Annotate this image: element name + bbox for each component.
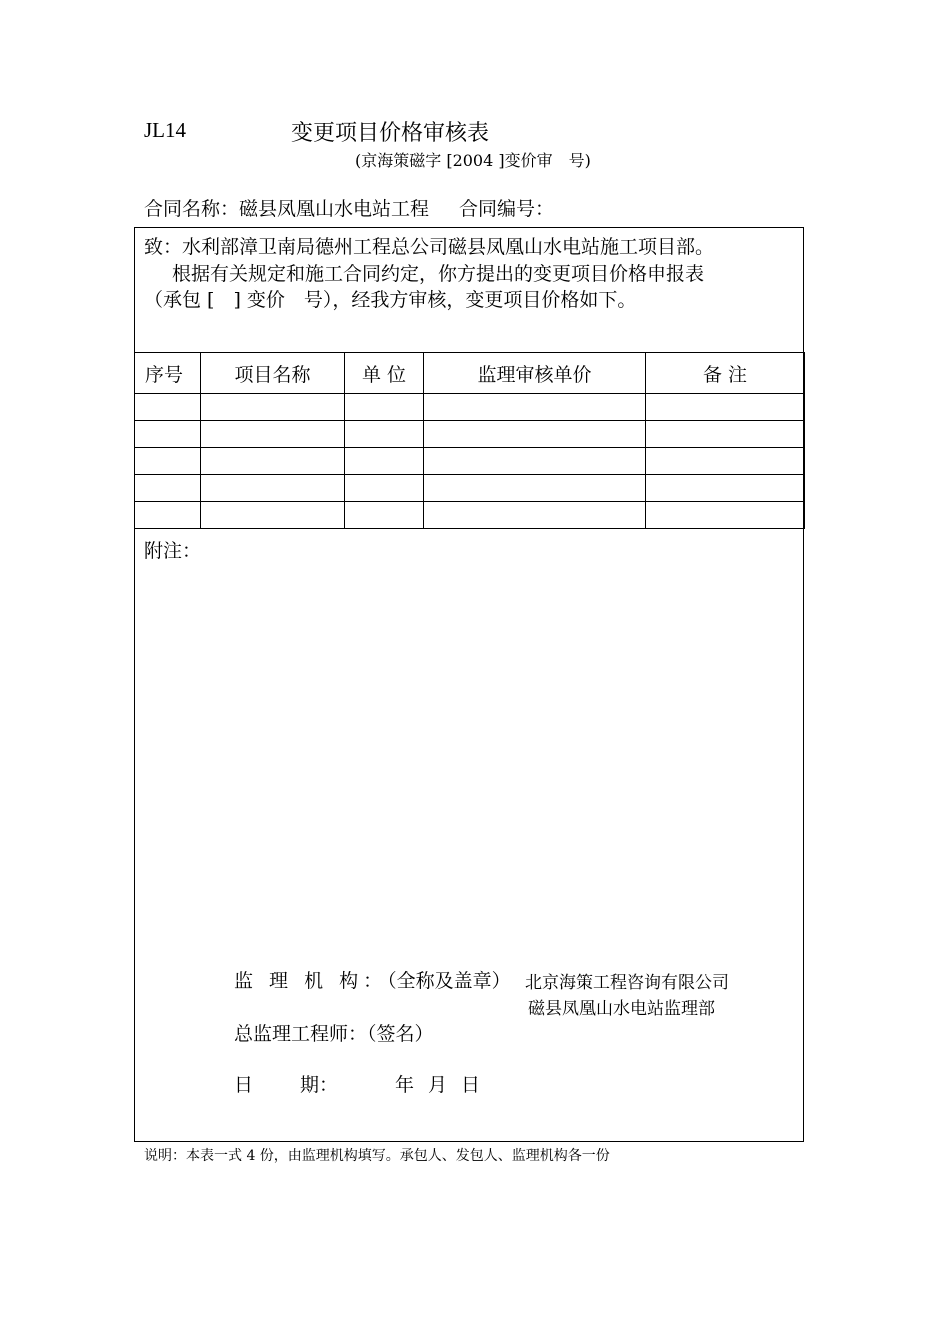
document-number: (京海策磁字 [2004 ]变价审 号) — [355, 151, 591, 170]
date-label-2: 期： — [300, 1074, 339, 1096]
contract-name: 合同名称：磁县凤凰山水电站工程 — [144, 198, 430, 220]
letter-body-line-2: （承包 [ ] 变价 号），经我方审核，变更项目价格如下。 — [144, 289, 637, 311]
table-cell[interactable] — [646, 502, 805, 529]
header-reviewed-price: 监理审核单价 — [424, 353, 646, 394]
date-label-1: 日 — [234, 1074, 254, 1096]
date-line — [234, 1070, 480, 1097]
table-row — [135, 475, 805, 502]
table-row — [135, 421, 805, 448]
table-cell[interactable] — [201, 475, 345, 502]
form-code: JL14 — [144, 118, 186, 142]
footnote: 说明：本表一式 4 份，由监理机构填写。承包人、发包人、监理机构各一份 — [144, 1148, 610, 1164]
table-cell[interactable] — [345, 394, 424, 421]
table-cell[interactable] — [201, 421, 345, 448]
date-year: 年 — [395, 1074, 415, 1096]
attachment-label: 附注： — [144, 540, 202, 562]
addressee: 致：水利部漳卫南局德州工程总公司磁县凤凰山水电站施工项目部。 — [144, 236, 715, 258]
contract-number-label: 合同编号： — [459, 198, 555, 220]
page-title: 变更项目价格审核表 — [291, 121, 490, 146]
table-cell[interactable] — [424, 421, 646, 448]
table-row — [135, 502, 805, 529]
table-cell[interactable] — [135, 394, 201, 421]
table-cell[interactable] — [201, 394, 345, 421]
price-review-table — [134, 352, 805, 529]
table-cell[interactable] — [135, 475, 201, 502]
org-name-line-2: 磁县凤凰山水电站监理部 — [528, 999, 715, 1019]
table-cell[interactable] — [345, 421, 424, 448]
table-cell[interactable] — [646, 421, 805, 448]
org-note: （全称及盖章） — [387, 970, 511, 992]
table-row — [135, 394, 805, 421]
header-unit: 单 位 — [345, 353, 424, 394]
table-cell[interactable] — [135, 421, 201, 448]
date-month: 月 — [428, 1074, 448, 1096]
table-cell[interactable] — [424, 502, 646, 529]
table-cell[interactable] — [345, 448, 424, 475]
letter-body-line-1: 根据有关规定和施工合同约定，你方提出的变更项目价格申报表 — [172, 263, 705, 285]
table-cell[interactable] — [424, 448, 646, 475]
org-label: 监 理 机 构： — [234, 970, 388, 992]
table-cell[interactable] — [424, 394, 646, 421]
table-cell[interactable] — [345, 502, 424, 529]
table-cell[interactable] — [345, 475, 424, 502]
supervision-org-line — [234, 966, 511, 993]
table-cell[interactable] — [424, 475, 646, 502]
header-item-name: 项目名称 — [201, 353, 345, 394]
table-cell[interactable] — [646, 475, 805, 502]
chief-engineer-signature: 总监理工程师：（签名） — [234, 1023, 434, 1045]
table-row — [135, 448, 805, 475]
contract-info — [144, 194, 554, 221]
table-cell[interactable] — [201, 448, 345, 475]
org-name-line-1: 北京海策工程咨询有限公司 — [525, 973, 729, 993]
table-cell[interactable] — [135, 502, 201, 529]
table-cell[interactable] — [201, 502, 345, 529]
table-header-row — [135, 353, 805, 394]
header-seq: 序号 — [135, 353, 201, 394]
table-cell[interactable] — [646, 448, 805, 475]
table-cell[interactable] — [646, 394, 805, 421]
table-cell[interactable] — [135, 448, 201, 475]
header-remark: 备 注 — [646, 353, 805, 394]
date-day: 日 — [461, 1074, 481, 1096]
